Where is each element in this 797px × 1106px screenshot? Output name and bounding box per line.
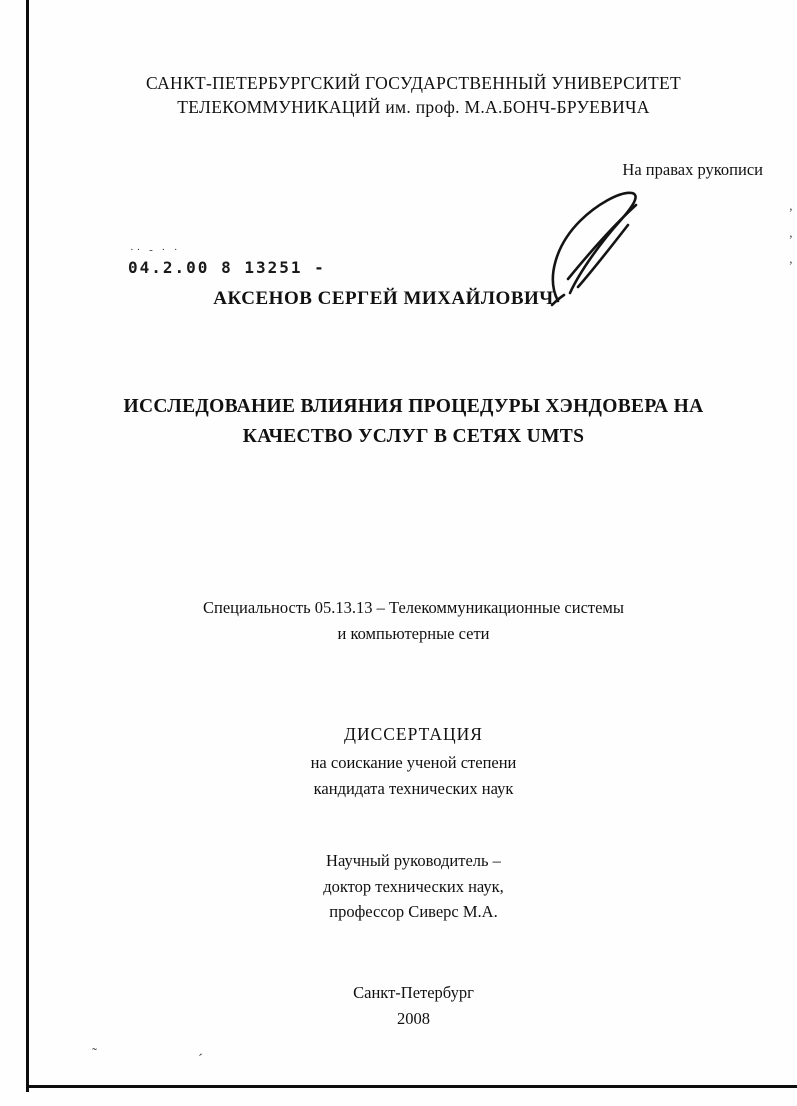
- university-line1: САНКТ-ПЕТЕРБУРГСКИЙ ГОСУДАРСТВЕННЫЙ УНИВЕРСИТЕТ: [146, 73, 681, 93]
- dissertation-title: [60, 392, 767, 452]
- scan-speck: ’: [788, 232, 793, 247]
- scan-border-left: [26, 0, 29, 1092]
- dissertation-label: ДИССЕРТАЦИЯ: [344, 724, 483, 744]
- university-line2: ТЕЛЕКОММУНИКАЦИЙ им. проф. М.А.БОНЧ-БРУЕВИЧА: [177, 96, 650, 117]
- scan-border-bottom: [26, 1085, 797, 1088]
- title-line1: ИССЛЕДОВАНИЕ ВЛИЯНИЯ ПРОЦЕДУРЫ ХЭНДОВЕРА НА: [123, 396, 704, 417]
- specialty: [60, 595, 767, 648]
- scan-speck: ˜: [92, 1046, 97, 1062]
- advisor-line3: профессор Сиверс М.А.: [329, 902, 498, 922]
- scan-speck: ’: [788, 258, 793, 273]
- degree-line1: на соискание ученой степени: [310, 753, 517, 772]
- city: Санкт-Петербург: [353, 983, 474, 1002]
- degree-statement: [60, 750, 767, 801]
- specialty-line1: Специальность 05.13.13 – Телекоммуникационные системы: [203, 598, 624, 617]
- advisor-block: [60, 848, 767, 925]
- author-name: АКСЕНОВ СЕРГЕЙ МИХАЙЛОВИЧ: [213, 288, 554, 309]
- manuscript-note: На правах рукописи: [622, 160, 763, 179]
- imprint: [60, 980, 767, 1031]
- title-line2: КАЧЕСТВО УСЛУГ В СЕТЯХ UMTS: [242, 426, 585, 448]
- scan-speck: ´: [198, 1052, 203, 1068]
- scan-speck: ’: [788, 205, 793, 220]
- inventory-stamp-number: 04.2.00 8 13251 -: [128, 258, 326, 277]
- advisor-line1: Научный руководитель –: [326, 851, 501, 870]
- year: 2008: [397, 1008, 430, 1028]
- pen-marks: ·· - · ·: [130, 244, 181, 256]
- degree-line2: кандидата технических наук: [313, 778, 514, 798]
- advisor-line2: доктор технических наук,: [323, 876, 504, 896]
- university-header: [60, 72, 767, 119]
- specialty-line2: и компьютерные сети: [337, 624, 490, 644]
